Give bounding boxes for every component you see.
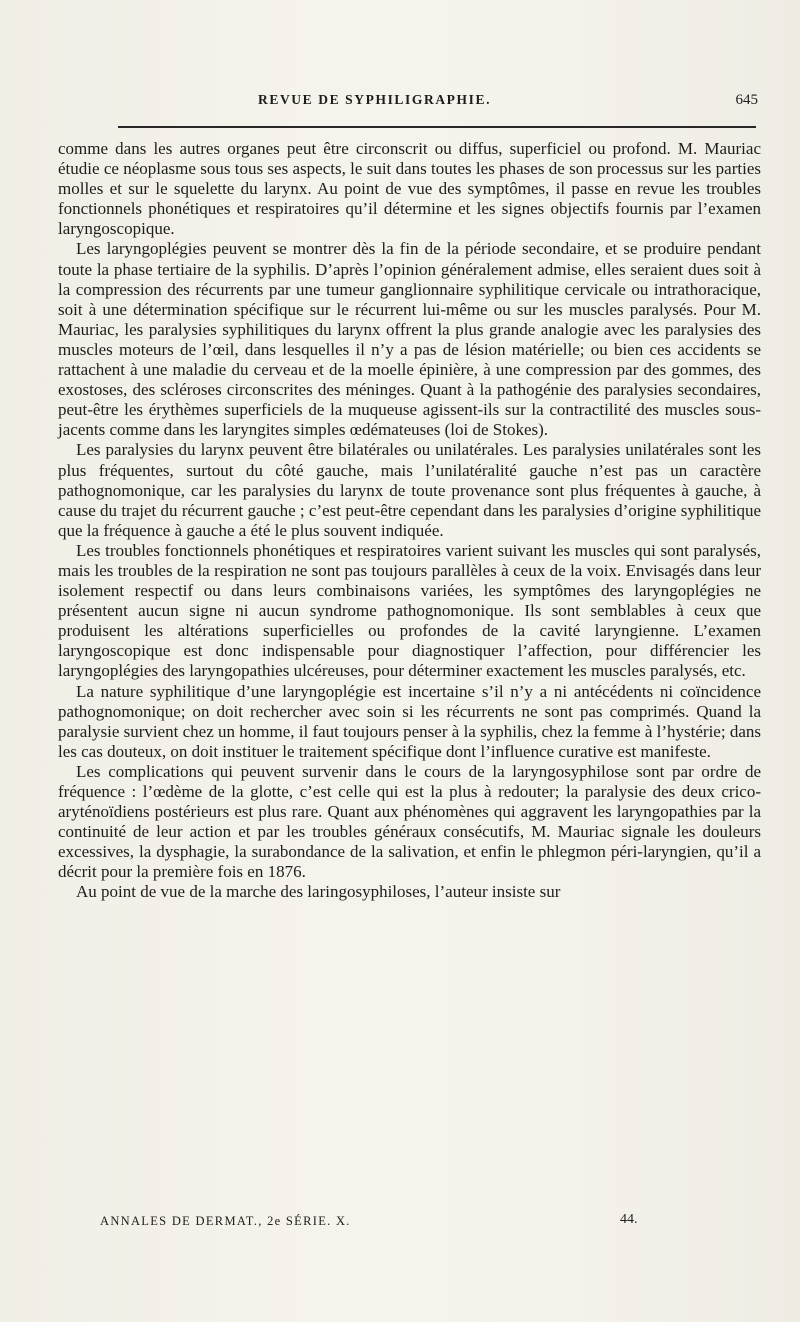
paragraph-6: Les complications qui peuvent survenir dans le cours de la laryngosyphilose sont par ordre de fréquence : l’œdème de la glotte, c’est celle qui est la plus à redouter; la paralysie des deux crico-aryténoïdiens postérieurs est plus rare. Quant aux phénomènes qui aggravent les laryngopathies par la continuité de leur action et par les troubles généraux consécutifs, M. Mauriac signale les douleurs excessives, la dysphagie, la surabondance de la salivation, et enfin le phlegmon péri-laryngien, qu’il a décrit pour la première fois en 1876. — [58, 761, 761, 882]
page-number: 645 — [735, 92, 758, 108]
paragraph-3: Les paralysies du larynx peuvent être bilatérales ou unilatérales. Les paralysies unilatérales sont les plus fréquentes, surtout du côté gauche, mais l’unilatéralité gauche n’est pas un caractère pathognomonique, car les paralysies du larynx de toute provenance sont plus fréquentes à gauche, à cause du trajet du récurrent gauche ; c’est peut-être cependant dans les paralysies d’origine syphilitique que la fréquence à gauche a été le plus souvent indiquée. — [58, 440, 761, 540]
paragraph-1: comme dans les autres organes peut être circonscrit ou diffus, superficiel ou profond. M. Mauriac étudie ce néoplasme sous tous ses aspects, le suit dans toutes les phases de son processus sur les parties molles et sur le squelette du larynx. Au point de vue des symptômes, il passe en revue les troubles fonctionnels phonétiques et respiratoires qu’il détermine et les signes objectifs fournis par l’examen laryngoscopique. — [58, 139, 761, 239]
page-footer — [100, 1212, 700, 1232]
paragraph-5: La nature syphilitique d’une laryngoplégie est incertaine s’il n’y a ni antécédents ni coïncidence pathognomonique; on doit rechercher avec soin si les récurrents ne sont pas comprimés. Quand la paralysie survient chez un homme, il faut toujours penser à la syphilis, chez la femme à l’hystérie; dans les cas douteux, on doit instituer le traitement spécifique dont l’influence curative est manifeste. — [58, 681, 761, 761]
paragraph-4: Les troubles fonctionnels phonétiques et respiratoires varient suivant les muscles qui sont paralysés, mais les troubles de la respiration ne sont pas toujours parallèles à ceux de la voix. Envisagés dans leur isolement respectif ou dans leurs combinaisons variées, les symptômes des laryngoplégies ne présentent aucun signe ni aucun syndrome pathognomonique. Ils sont semblables à ceux que produisent les altérations superficielles ou profondes de la cavité laryngienne. L’examen laryngoscopique est donc indispensable pour diagnostiquer l’affection, pour différencier les laryngoplégies des laryngopathies ulcéreuses, pour déterminer exactement les muscles paralysés, etc. — [58, 540, 761, 681]
journal-signature: ANNALES DE DERMAT., 2e SÉRIE. X. — [100, 1214, 351, 1228]
paragraph-2: Les laryngoplégies peuvent se montrer dès la fin de la période secondaire, et se produire pendant toute la phase tertiaire de la syphilis. D’après l’opinion généralement admise, elles seraient dues soit à la compression des récurrents par une tumeur ganglionnaire syphilitique cervicale ou intrathoracique, soit à une détermination spécifique sur le récurrent lui-même ou sur les muscles paralysés. Pour M. Mauriac, les paralysies syphilitiques du larynx offrent la plus grande analogie avec les paralysies des muscles moteurs de l’œil, dans lesquelles il n’y a pas de lésion matérielle; ou bien ces accidents se rattachent à une maladie du cerveau et de la moelle épinière, à une compression par des gommes, des exostoses, des scléroses circonscrites des méninges. Quant à la pathogénie des paralysies secondaires, peut-être les érythèmes superficiels de la muqueuse agissent-ils sur la contractilité des muscles sous-jacents comme dans les laryngites simples œdémateuses (loi de Stokes). — [58, 239, 761, 440]
running-title: REVUE DE SYPHILIGRAPHIE. — [258, 92, 492, 107]
paragraph-7: Au point de vue de la marche des laringosyphiloses, l’auteur insiste sur — [76, 882, 561, 902]
article-body — [58, 139, 761, 903]
page-header — [58, 92, 758, 112]
header-rule — [118, 126, 756, 128]
sheet-number: 44. — [620, 1212, 638, 1227]
